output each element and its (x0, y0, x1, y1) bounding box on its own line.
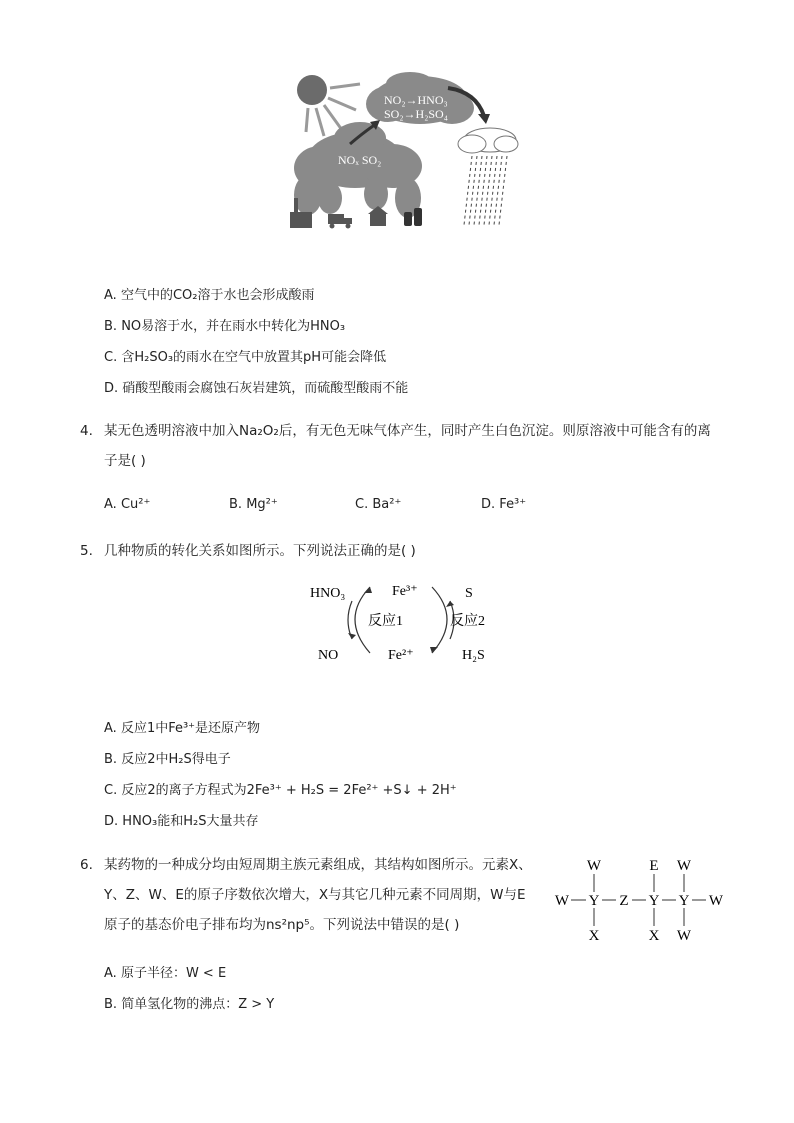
option-letter: C. (104, 350, 118, 365)
truck-icon (328, 214, 352, 229)
option-letter: B. (104, 752, 118, 767)
option-text: 硝酸型酸雨会腐蚀石灰岩建筑，而硫酸型酸雨不能 (122, 381, 409, 396)
option-text: 反应2中H₂S得电子 (121, 752, 231, 767)
acid-rain-figure (280, 70, 525, 235)
question-number: 4. (80, 423, 93, 439)
stem-line: 某药物的一种成分均由短周期主族元素组成，其结构如图所示。元素X、 (104, 857, 532, 873)
atom-w-left: W (554, 893, 570, 909)
option-text: 含H₂SO₃的雨水在空气中放置其pH可能会降低 (121, 350, 387, 365)
atom-w-top1: W (586, 858, 602, 874)
right-arc (432, 587, 447, 653)
question-number: 6. (80, 857, 93, 873)
q6-option-a[interactable] (104, 962, 226, 981)
label-reaction1: 反应1 (368, 614, 403, 629)
atom-w-right: W (708, 893, 724, 909)
house-icon (368, 206, 388, 226)
option-letter: A. (104, 288, 117, 303)
rain-cloud (458, 128, 518, 153)
question-stem: 几种物质的转化关系如图所示。下列说法正确的是( ) (104, 543, 416, 559)
question-stem (104, 850, 554, 940)
option-text: HNO₃能和H₂S大量共存 (122, 814, 259, 829)
atom-y2: Y (648, 893, 660, 909)
option-letter: D. (104, 814, 119, 829)
q3-option-a[interactable] (104, 284, 314, 303)
option-letter: B. (229, 497, 243, 512)
q3-option-b[interactable] (104, 315, 345, 334)
stem-line: 原子的基态价电子排布均为ns²np⁵。下列说法中错误的是( ) (104, 917, 460, 933)
rain-streaks (464, 156, 507, 225)
option-text: Fe³⁺ (499, 497, 527, 512)
option-text: NO易溶于水，并在雨水中转化为HNO₃ (121, 319, 346, 334)
q6-option-b[interactable] (104, 993, 274, 1012)
label-fe2: Fe²⁺ (388, 648, 414, 663)
option-text: 反应1中Fe³⁺是还原产物 (120, 721, 261, 736)
label-fe3: Fe³⁺ (392, 584, 418, 599)
question-number: 5. (80, 543, 93, 559)
label-hno3: HNO₃ (310, 586, 346, 601)
atom-w-top2: W (676, 858, 692, 874)
option-text: 空气中的CO₂溶于水也会形成酸雨 (120, 288, 315, 303)
label-no: NO (318, 648, 339, 663)
atom-y1: Y (588, 893, 600, 909)
q4-option-b[interactable] (229, 497, 278, 512)
option-letter: B. (104, 997, 118, 1012)
q4-option-d[interactable] (481, 497, 526, 512)
redox-cycle-diagram (300, 575, 510, 670)
atom-e-top: E (649, 858, 659, 874)
question-stem (104, 416, 744, 476)
figure-line2: SO₂→H₂SO₄ (384, 107, 448, 121)
figure-cloud-label: NOₓ SO₂ (338, 153, 382, 167)
atom-w-bottom: W (676, 928, 692, 944)
sun-icon (297, 75, 327, 105)
option-letter: D. (481, 497, 496, 512)
option-text: 简单氢化物的沸点：Z > Y (121, 997, 275, 1012)
option-letter: C. (355, 497, 369, 512)
option-text: Cu²⁺ (120, 497, 151, 512)
option-text: 原子半径：W < E (120, 966, 227, 981)
option-letter: D. (104, 381, 119, 396)
option-letter: A. (104, 721, 117, 736)
q5-option-b[interactable] (104, 748, 231, 767)
atom-z: Z (619, 893, 629, 909)
option-text: Mg²⁺ (246, 497, 278, 512)
atom-y3: Y (678, 893, 690, 909)
stem-line: 子是( ) (104, 453, 146, 469)
option-letter: A. (104, 966, 117, 981)
atom-x-bottom1: X (588, 928, 600, 944)
q3-option-d[interactable] (104, 377, 408, 396)
option-text: Ba²⁺ (372, 497, 402, 512)
q5-option-c[interactable] (104, 779, 457, 798)
option-letter: B. (104, 319, 118, 334)
molecular-structure (550, 850, 730, 945)
atom-x-bottom2: X (648, 928, 660, 944)
figure-line1: NO₂→HNO₃ (384, 93, 448, 107)
option-letter: A. (104, 497, 117, 512)
label-s: S (465, 586, 473, 601)
stem-line: Y、Z、W、E的原子序数依次增大，X与其它几种元素不同周期，W与E (104, 887, 526, 903)
label-h2s: H₂S (462, 648, 485, 663)
option-text: 反应2的离子方程式为2Fe³⁺ + H₂S = 2Fe²⁺ +S↓ + 2H⁺ (121, 783, 457, 798)
q4-option-a[interactable] (104, 497, 150, 512)
q4-option-c[interactable] (355, 497, 401, 512)
q5-option-d[interactable] (104, 810, 258, 829)
option-letter: C. (104, 783, 118, 798)
stem-line: 某无色透明溶液中加入Na₂O₂后，有无色无味气体产生，同时产生白色沉淀。则原溶液中可能含有的离 (104, 423, 711, 439)
q3-option-c[interactable] (104, 346, 386, 365)
q5-option-a[interactable] (104, 717, 260, 736)
label-reaction2: 反应2 (450, 614, 485, 629)
